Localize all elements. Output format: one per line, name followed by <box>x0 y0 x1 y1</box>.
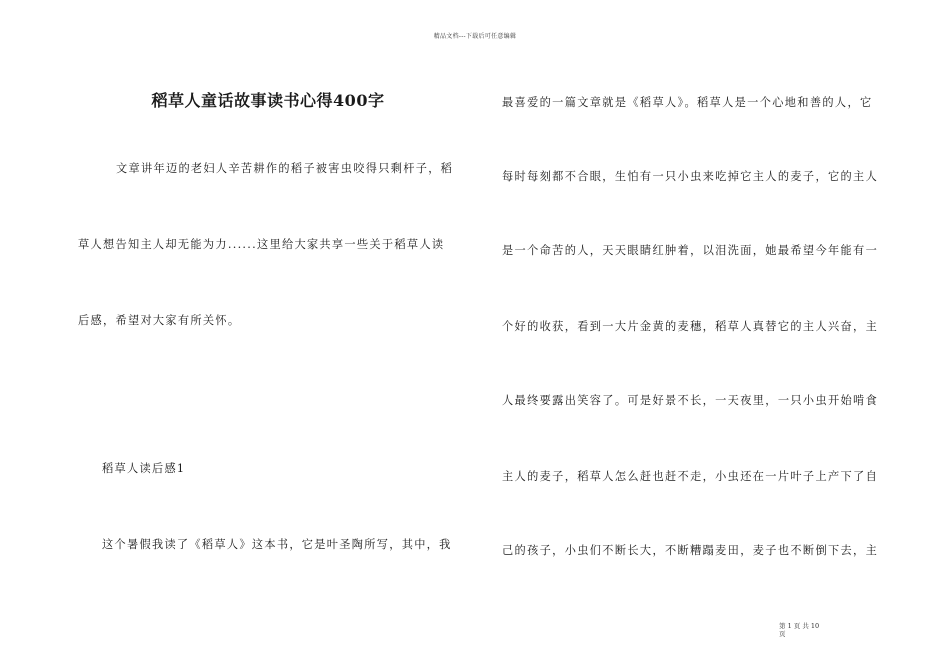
intro-line-2: 草人想告知主人却无能为力......这里给大家共享一些关于稻草人读 <box>78 238 445 251</box>
right-line-3: 是一个命苦的人，天天眼睛红肿着，以泪洗面，她最希望今年能有一 <box>502 244 879 257</box>
page-number-line-2: 页 <box>779 630 786 638</box>
right-line-5: 人最终要露出笑容了。可是好景不长，一天夜里，一只小虫开始啃食 <box>502 394 879 407</box>
header-note: 精品文档---下载后可任意编辑 <box>433 33 517 40</box>
right-line-6: 主人的麦子，稻草人怎么赶也赶不走，小虫还在一片叶子上产下了自 <box>502 470 879 483</box>
page-number-line-1: 第 1 页 共 10 <box>779 622 820 630</box>
page-number <box>779 622 819 638</box>
right-line-2: 每时每刻都不合眼，生怕有一只小虫来吃掉它主人的麦子，它的主人 <box>502 170 879 183</box>
right-line-4: 个好的收获，看到一大片金黄的麦穗，稻草人真替它的主人兴奋，主 <box>502 320 879 333</box>
section-heading: 稻草人读后感1 <box>102 462 186 475</box>
intro-line-1: 文章讲年迈的老妇人辛苦耕作的稻子被害虫咬得只剩杆子，稻 <box>116 162 454 175</box>
page-title: 稻草人童话故事读书心得400字 <box>151 91 385 110</box>
right-line-7: 己的孩子，小虫们不断长大，不断糟蹋麦田，麦子也不断倒下去，主 <box>502 544 879 557</box>
intro-line-3: 后感，希望对大家有所关怀。 <box>78 314 241 327</box>
body-line-1: 这个暑假我读了《稻草人》这本书，它是叶圣陶所写，其中，我 <box>102 538 452 551</box>
right-line-1: 最喜爱的一篇文章就是《稻草人》。稻草人是一个心地和善的人，它 <box>502 96 873 109</box>
